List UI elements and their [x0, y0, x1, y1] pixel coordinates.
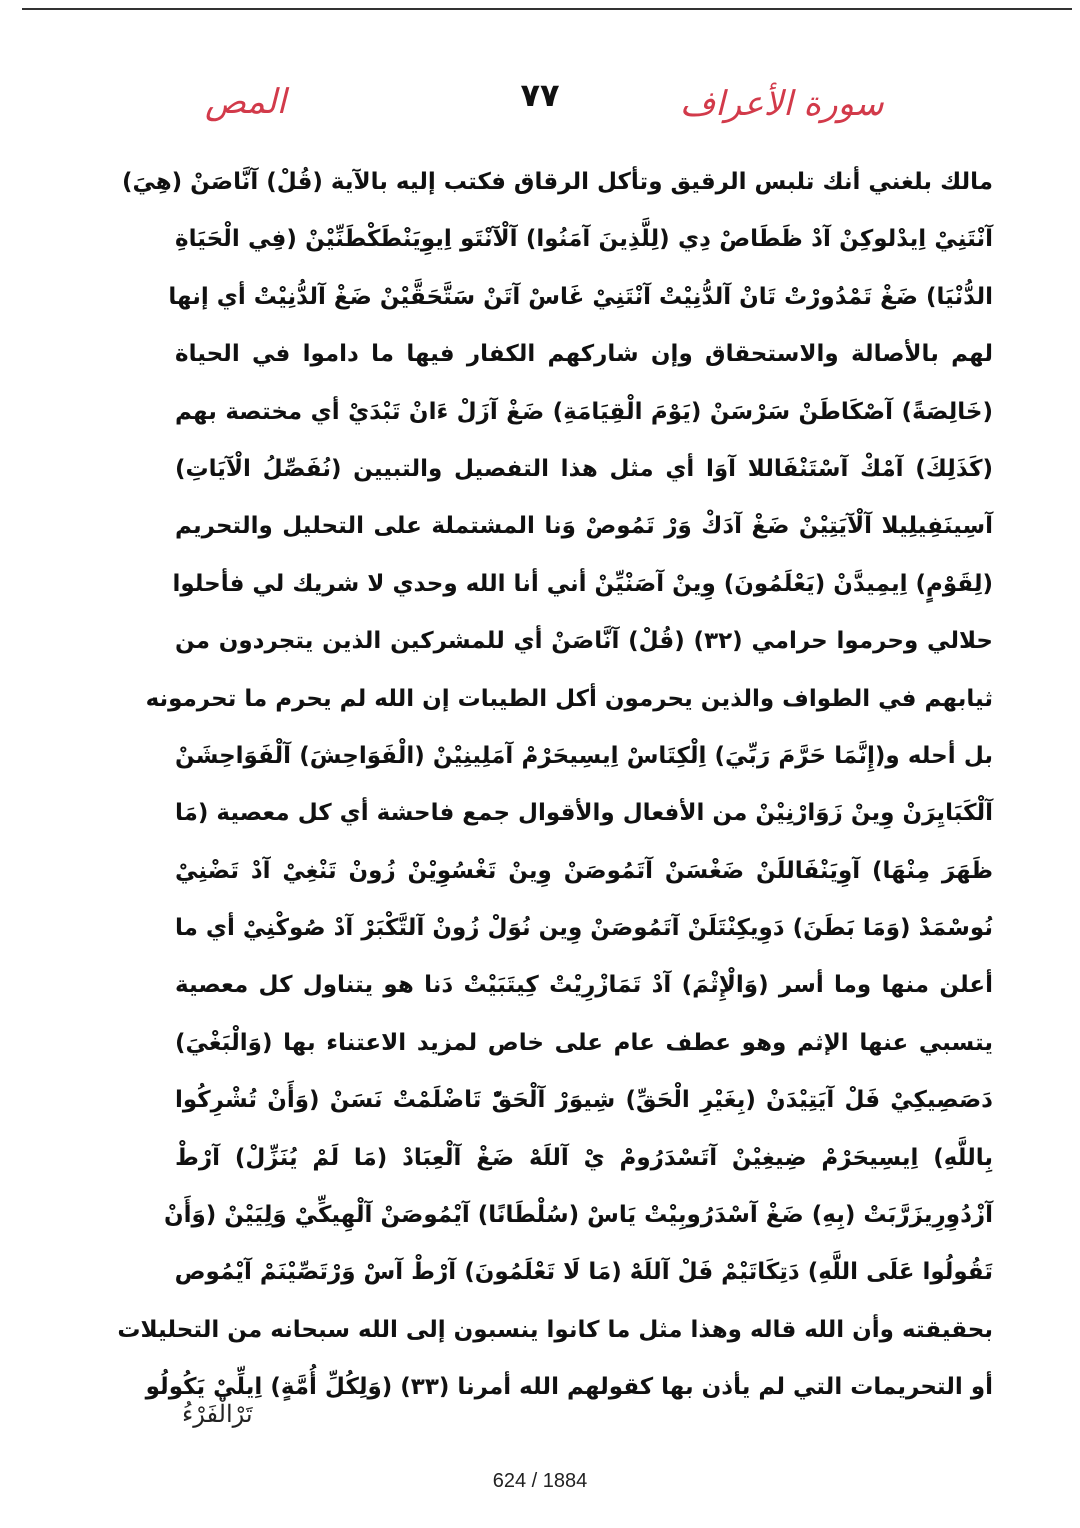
text-line: لهم بالأصالة والاستحقاق وإن شاركهم الكفار فيها ما داموا في الحياة [175, 341, 993, 368]
text-line: يتسبي عنها الإثم وهو عطف عام على خاص لمزيد الاعتناء بها (وَالْبَغْيَ) [175, 1029, 993, 1056]
text-line: آلْكَبَايِرَنْ وِينْ زَوَارْنِيْنْ من الأفعال والأقوال جمع فاحشة أي كل معصية (مَا [175, 800, 993, 827]
catchword: تَرْالْفَرْءُ [182, 1400, 253, 1428]
text-line: بحقيقته وأن الله قاله وهذا مثل ما كانوا ينسبون إلى الله سبحانه من التحليلات [117, 1316, 993, 1343]
text-line: أو التحريمات التي لم يأذن بها كقولهم الله أمرنا (٣٣) (وَلِكُلِّ أُمَّةٍ) اِيلِّيْ يَكُولُو [145, 1374, 993, 1401]
page-number: ٧٧ [520, 76, 560, 114]
text-line: آزْدُوِرِيزَرَّبَتْ (بِهِ) ضَغْ آسْدَرُوبِيْتْ يَاسْ (سُلْطَانًا) آيْمُوصَنْ آلْهِيكِّيْ وَلِيَيْنْ (وَأَنْ [163, 1202, 993, 1229]
text-line: بل أحله و(إِنَّمَا حَرَّمَ رَبِّيَ) اِلْكِتَاسْ اِيسِيحَرْمْ آمَلِينِيْنْ (الْفَوَاحِشَ) آلْفَوَاحِشَنْ [175, 742, 993, 769]
text-line: نُوسْمَدْ (وَمَا بَطَنَ) دَوِيكِنْتَلَنْ آتَمُوصَنْ وِين نُوَلْ زُونْ آلتَّكْبَرْ آدْ صُوكْنِيْ أي ما [175, 915, 993, 942]
top-border-line [22, 8, 1072, 10]
page-counter: 624 / 1884 [492, 1470, 588, 1492]
text-line: الدُّنْيَا) ضَغْ تَمْدُورْتْ تَانْ آلدُّنِيْتْ آنْتَنِيْ غَاسْ آتَنْ سَتَّحَقَّيْنْ ضَغْ آلدُّنِيْتْ أي إنها [168, 283, 993, 310]
text-line: بِاللَّهِ) اِيسِيحَرْمْ ضِيغِيْنْ آتَسْدَرُومْ يْ آللَهْ ضَغْ آلْعِبَادْ (مَا لَمْ يُنَزِّلْ) آرْطْ [175, 1144, 993, 1171]
text-line: أعلن منها وما أسر (وَالْإِثْمَ) آدْ تَمَازْرِيْتْ كِيتَبَيْتْ دَنا هو يتناول كل معصية [175, 972, 993, 999]
margin-note-left: المص [205, 82, 287, 122]
manuscript-body [117, 154, 993, 1417]
text-line: ثيابهم في الطواف والذين يحرمون أكل الطيبات إن الله لم يحرم ما تحرمونه [145, 685, 993, 712]
text-line: ظَهَرَ مِنْهَا) آوِيَنْفَاللَنْ ضَغْسَنْ آتَمُوصَنْ وِينْ تَغْسُوِيْنْ زُونْ تَنْغِيْ آدْ تَضْنِيْ [175, 857, 993, 884]
text-line: (لِقَوْمٍ) اِيمِيدَّنْ (يَعْلَمُونَ) وِينْ آصَنْيِّنْ أني أنا الله وحدي لا شريك لي فأحلوا [172, 570, 993, 597]
text-line: آنْتَنِيْ اِيدْلوكِنْ آدْ ظَطَاصْ دِي (لِلَّذِينَ آمَنُوا) آلْآنْتَو اِيوِيَنْطَكْطَنِّيْنْ (فِي الْحَيَاةِ [175, 226, 993, 253]
text-line: حلالي وحرموا حرامي (٣٢) (قُلْ) آنَّاصَنْ أي للمشركين الذين يتجردون من [175, 628, 993, 655]
text-line: تَقُولُوا عَلَى اللَّهِ) دَتِكَاتَيْمْ فَلْ آللَهْ (مَا لَا تَعْلَمُونَ) آرْطْ آسْ وَرْتَصِّيْنَمْ آيْمُوص [174, 1259, 993, 1286]
text-line: (خَالِصَةً) آصْكَاطَنْ سَرْسَنْ (يَوْمَ الْقِيَامَةِ) ضَغْ آزَلْ ءَانْ تَبْدَيْ أي مختصة بهم [175, 398, 993, 425]
text-line: (كَذَلِكَ) آمْكْ آسْتَنْفَاللا آوَا أي مثل هذا التفصيل والتبيين (نُفَصِّلُ الْآيَاتِ) [175, 455, 993, 482]
text-line: مالك بلغني أنك تلبس الرقيق وتأكل الرقاق فكتب إليه بالآية (قُلْ) آنَّاصَنْ (هِيَ) [121, 169, 993, 195]
text-line: دَصَصِيكِيْ فَلْ آيَتِيْدَنْ (بِغَيْرِ الْحَقِّ) شِيوَرْ آلْحَقّْ تَاضْلَمْتْ نَسَنْ (وَأَنْ تُشْرِكُوا [175, 1087, 993, 1114]
text-line: آسِينَفِيلِيلا آلْآيَتِيْنْ ضَغْ آدَكْ وَرْ تَمُوصْ وَنا المشتملة على التحليل والتحريم [175, 513, 993, 540]
margin-note-right: سورة الأعراف [680, 84, 884, 124]
